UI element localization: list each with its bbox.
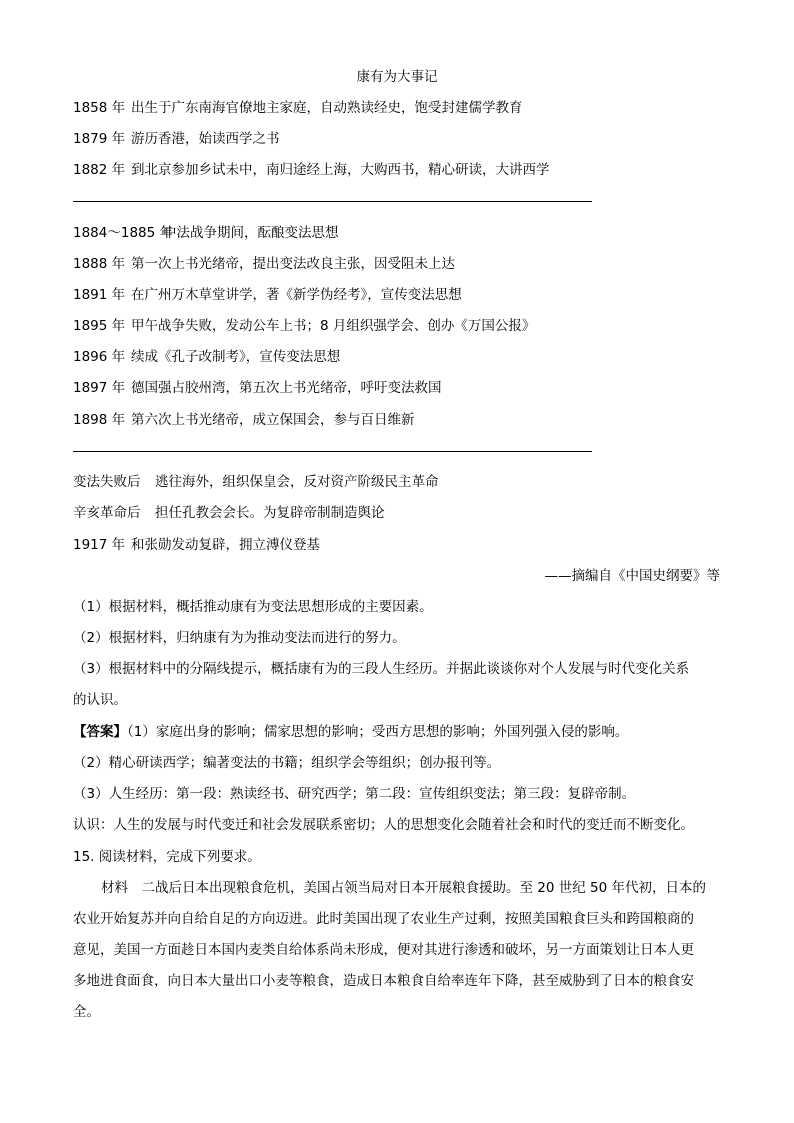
- event-text: 出生于广东南海官僚地主家庭，自动熟读经史，饱受封建儒学教育: [131, 100, 523, 116]
- q15-heading: 15. 阅读材料，完成下列要求。: [73, 849, 261, 865]
- timeline-row: [73, 160, 550, 180]
- timeline-row: [73, 535, 320, 555]
- answer-line-2: （2）精心研读西学；编著变法的书籍；组织学会等组织；创办报刊等。: [73, 755, 501, 771]
- event-year: 1897 年: [73, 380, 126, 396]
- source-citation: ——摘编自《中国史纲要》等: [544, 568, 720, 584]
- event-year: 1884～1885 年: [73, 225, 174, 241]
- answer-line-3: （3）人生经历：第一段：熟读经书、研究西学；第二段：宣传组织变法；第三段：复辟帝制。: [73, 786, 636, 802]
- timeline-row: [73, 223, 339, 243]
- event-text: 和张勋发动复辟，拥立溥仪登基: [131, 537, 320, 553]
- question-1: （1）根据材料，概括推动康有为变法思想形成的主要因素。: [73, 599, 433, 615]
- question-3: （3）根据材料中的分隔线提示，概括康有为的三段人生经历。并据此谈谈你对个人发展与时代变化关系: [73, 661, 690, 677]
- event-text: 德国强占胶州湾，第五次上书光绪帝，呼吁变法救国: [131, 380, 442, 396]
- material-line: 全。: [73, 1004, 100, 1020]
- material-line: 多地进食面食，向日本大量出口小麦等粮食，造成日本粮食自给率连年下降，甚至威胁到了日本的粮食安: [73, 973, 694, 989]
- answer-tag: 【答案】: [73, 724, 127, 740]
- event-year: 1898 年: [73, 412, 126, 428]
- event-text: 在广州万木草堂讲学，著《新学伪经考》，宣传变法思想: [131, 287, 462, 303]
- event-year: 变法失败后: [73, 474, 141, 490]
- page-title: 康有为大事记: [356, 69, 438, 85]
- event-year: 1858 年: [73, 100, 126, 116]
- divider-line: [73, 451, 592, 452]
- material-line: 农业开始复苏并向自给自足的方向迈进。此时美国出现了农业生产过剩，按照美国粮食巨头和跨国粮商的: [73, 911, 694, 927]
- material-line: 材料 二战后日本出现粮食危机，美国占领当局对日本开展粮食援助。至 20 世纪 50 年代初，日本的: [101, 880, 707, 896]
- event-year: 辛亥革命后: [73, 505, 141, 521]
- event-year: 1888 年: [73, 256, 126, 272]
- question-3-cont: 的认识。: [73, 692, 127, 708]
- question-2: （2）根据材料，归纳康有为为推动变法而进行的努力。: [73, 630, 406, 646]
- answer-line-4: 认识：人生的发展与时代变迁和社会发展联系密切；人的思想变化会随着社会和时代的变迁而不断变化。: [73, 817, 694, 833]
- timeline-row: [73, 285, 462, 305]
- timeline-row: [73, 129, 280, 149]
- event-text: 到北京参加乡试未中，南归途经上海，大购西书，精心研读，大讲西学: [131, 162, 550, 178]
- timeline-row: [73, 316, 535, 336]
- timeline-row: [73, 378, 442, 398]
- event-year: 1891 年: [73, 287, 126, 303]
- event-year: 1917 年: [73, 537, 126, 553]
- timeline-row: [73, 472, 439, 492]
- event-text: 逃往海外，组织保皇会，反对资产阶级民主革命: [155, 474, 439, 490]
- event-text: 第一次上书光绪帝，提出变法改良主张，因受阻未上达: [131, 256, 455, 272]
- timeline-row: [73, 410, 415, 430]
- event-year: 1895 年: [73, 318, 126, 334]
- event-text: 游历香港，始读西学之书: [131, 131, 280, 147]
- timeline-row: [73, 254, 455, 274]
- timeline-row: [73, 98, 523, 118]
- event-text: 担任孔教会会长。为复辟帝制制造舆论: [155, 505, 385, 521]
- event-text: 续成《孔子改制考》，宣传变法思想: [131, 349, 341, 365]
- timeline-row: [73, 347, 340, 367]
- material-line: 意见，美国一方面趁日本国内麦类自给体系尚未形成，便对其进行渗透和破坏，另一方面策划让日本人更: [73, 942, 694, 958]
- event-year: 1882 年: [73, 162, 126, 178]
- event-text: 中法战争期间，酝酿变法思想: [163, 225, 339, 241]
- timeline-row: [73, 503, 385, 523]
- event-text: 第六次上书光绪帝，成立保国会，参与百日维新: [131, 412, 415, 428]
- answer-text: （1）家庭出身的影响；儒家思想的影响；受西方思想的影响；外国列强入侵的影响。: [127, 724, 629, 740]
- event-year: 1879 年: [73, 131, 126, 147]
- divider-line: [73, 201, 592, 202]
- event-text: 甲午战争失败，发动公车上书；8 月组织强学会、创办《万国公报》: [131, 318, 536, 334]
- answer-line-1: [73, 722, 628, 742]
- event-year: 1896 年: [73, 349, 126, 365]
